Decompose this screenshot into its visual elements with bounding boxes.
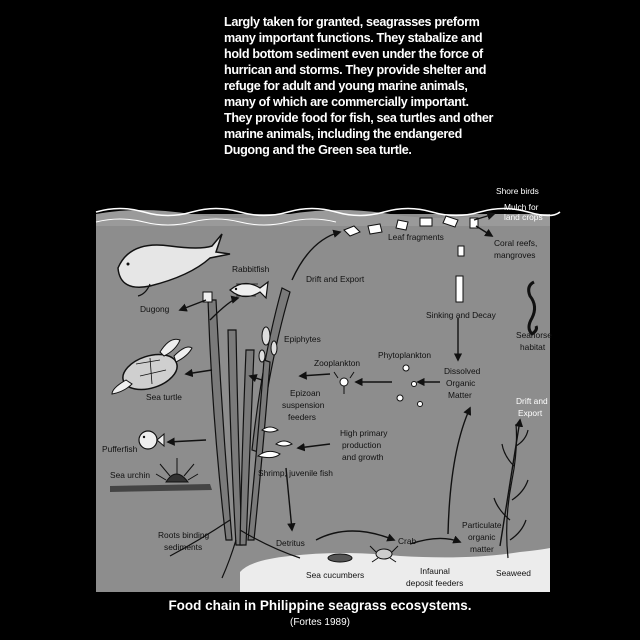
label-particulate-organic-matter: Particulate: [462, 520, 502, 530]
caption-title: Food chain in Philippine seagrass ecosystems.: [168, 598, 472, 613]
sea-cucumber-illustration: [328, 554, 352, 562]
label-high-primary-production: High primary: [340, 428, 388, 438]
label-dissolved-organic-matter: Matter: [448, 390, 472, 400]
intro-line: hold bottom sediment even under the force of: [224, 47, 483, 61]
label-particulate-organic-matter: matter: [470, 544, 494, 554]
label-dissolved-organic-matter: Dissolved: [444, 366, 481, 376]
intro-line: Largly taken for granted, seagrasses preform: [224, 15, 480, 29]
label-sinking-decay: Sinking and Decay: [426, 310, 496, 320]
label-shore-birds: Shore birds: [496, 186, 539, 196]
label-seaweed: Seaweed: [496, 568, 531, 578]
intro-line: Dugong and the Green sea turtle.: [224, 143, 412, 157]
label-sea-turtle: Sea turtle: [146, 392, 182, 402]
label-leaf-fragments: Leaf fragments: [388, 232, 444, 242]
label-pufferfish: Pufferfish: [102, 444, 138, 454]
label-epiphytes: Epiphytes: [284, 334, 321, 344]
label-drift-export: Drift and Export: [306, 274, 365, 284]
label-crab: Crab: [398, 536, 417, 546]
label-coral-reefs: mangroves: [494, 250, 536, 260]
label-mulch: Mulch for: [504, 202, 539, 212]
intro-line: refuge for adult and young marine animals,: [224, 79, 468, 93]
label-coral-reefs: Coral reefs,: [494, 238, 538, 248]
label-seahorse-habitat: habitat: [520, 342, 546, 352]
label-shrimp: Shrimp, juvenile fish: [258, 468, 333, 478]
label-high-primary-production: and growth: [342, 452, 384, 462]
intro-line: They provide food for fish, sea turtles and other: [224, 111, 494, 125]
label-drift-export-2: Export: [518, 408, 543, 418]
label-epizoan: suspension: [282, 400, 325, 410]
label-detritus: Detritus: [276, 538, 305, 548]
label-high-primary-production: production: [342, 440, 382, 450]
label-sea-urchin: Sea urchin: [110, 470, 151, 480]
intro-line: many of which are commercially important.: [224, 95, 469, 109]
label-phytoplankton: Phytoplankton: [378, 350, 432, 360]
label-mulch: land crops: [504, 212, 543, 222]
label-zooplankton: Zooplankton: [314, 358, 361, 368]
caption-source: (Fortes 1989): [289, 617, 351, 628]
label-rabbitfish: Rabbitfish: [232, 264, 270, 274]
label-dissolved-organic-matter: Organic: [446, 378, 476, 388]
label-drift-export-2: Drift and: [516, 396, 548, 406]
label-infaunal: deposit feeders: [406, 578, 464, 588]
label-particulate-organic-matter: organic: [468, 532, 496, 542]
label-roots-binding: sediments: [164, 542, 203, 552]
label-sea-cucumbers: Sea cucumbers: [306, 570, 365, 580]
label-epizoan: feeders: [288, 412, 316, 422]
label-dugong: Dugong: [140, 304, 170, 314]
intro-line: many important functions. They stabalize and: [224, 31, 483, 45]
intro-line: hurrican and storms. They provide shelter and: [224, 63, 487, 77]
intro-line: marine animals, including the endangered: [224, 127, 462, 141]
label-roots-binding: Roots binding: [158, 530, 210, 540]
label-epizoan: Epizoan: [290, 388, 321, 398]
label-seahorse-habitat: Seahorse: [516, 330, 552, 340]
label-infaunal: Infaunal: [420, 566, 450, 576]
